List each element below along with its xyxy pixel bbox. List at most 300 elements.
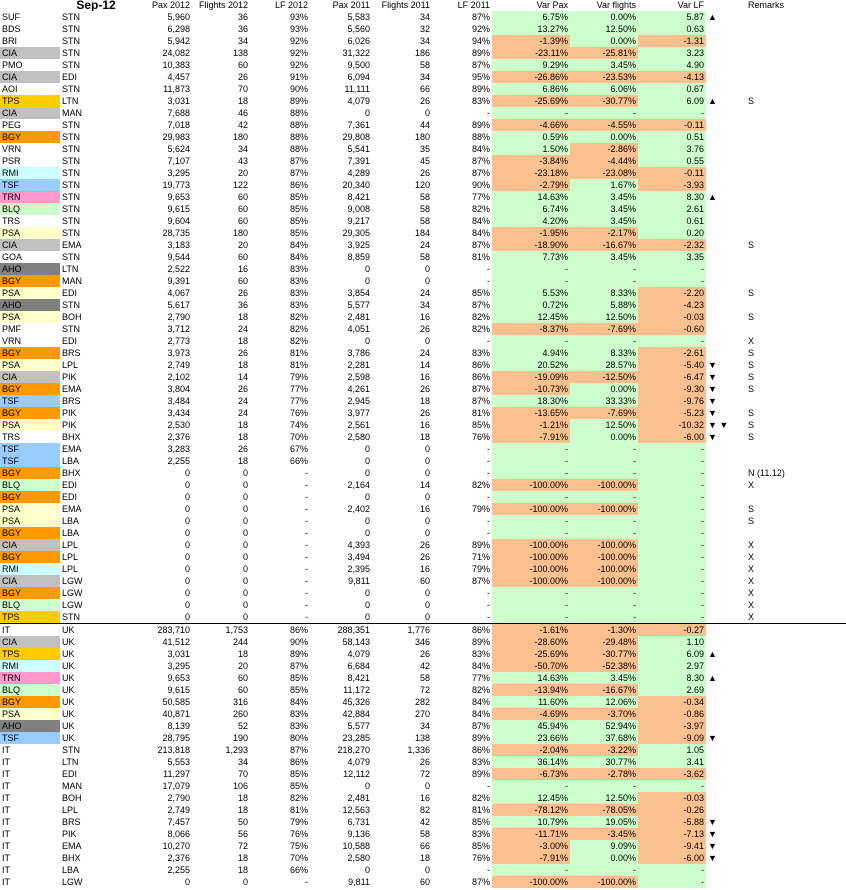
remark-cell [746, 780, 846, 792]
remark-cell: S [748, 516, 755, 526]
remark-cell [746, 744, 846, 756]
table-row [0, 684, 846, 696]
var-pax-cell: 0.72% [492, 299, 570, 311]
flights-2012-cell: 0 [242, 588, 248, 598]
var-flights-cell: 3.45% [570, 672, 638, 684]
var-flights-cell: 3.45% [570, 59, 638, 71]
trend-arrow-icon: ▼ [708, 817, 717, 827]
trend-arrow-icon: ▼ [708, 841, 717, 851]
table-row [0, 431, 846, 443]
var-pax-cell: 18.30% [492, 395, 570, 407]
flights-2012-cell: 60 [237, 252, 248, 262]
lf-2011-cell: 84% [471, 697, 490, 707]
destination-cell: PIK [62, 408, 77, 418]
pax-2012-cell: 9,544 [167, 252, 190, 262]
origin-cell: BGY [0, 587, 60, 599]
trend-arrow-icon [706, 275, 746, 287]
lf-2011-cell: - [487, 516, 490, 526]
flights-2011-cell: 66 [419, 841, 430, 851]
flights-2012-cell: 60 [237, 685, 248, 695]
var-flights-cell: -3.45% [570, 828, 638, 840]
remark-cell [746, 672, 846, 684]
flights-2011-cell: 0 [424, 781, 430, 791]
var-pax-cell: 1.50% [492, 143, 570, 155]
destination-cell: LBA [62, 865, 80, 875]
var-pax-cell: - [492, 780, 570, 792]
lf-2012-cell: 74% [289, 420, 308, 430]
trend-arrow-icon [706, 155, 746, 167]
var-lf-cell: 3.23 [638, 47, 706, 59]
lf-2011-cell: 87% [471, 12, 490, 22]
var-lf-cell: 0.51 [638, 131, 706, 143]
table-row [0, 215, 846, 227]
var-lf-cell: -3.62 [638, 768, 706, 780]
lf-2012-cell: 90% [289, 637, 308, 647]
remark-cell [746, 756, 846, 768]
pax-2012-cell: 2,790 [167, 793, 190, 803]
destination-cell: LBA [62, 528, 80, 538]
lf-2012-cell: 87% [289, 168, 308, 178]
var-flights-cell: -30.77% [570, 95, 638, 107]
trend-arrow-icon [706, 167, 746, 179]
lf-2012-cell: 88% [289, 144, 308, 154]
var-pax-cell: -100.00% [492, 503, 570, 515]
origin-cell: IT [2, 877, 10, 887]
trend-arrow-icon [706, 131, 746, 143]
header-var-pax: Var Pax [536, 0, 568, 10]
var-flights-cell: - [570, 263, 638, 275]
destination-cell: BHX [62, 468, 81, 478]
trend-arrow-icon [706, 551, 746, 563]
lf-2011-cell: - [487, 336, 490, 346]
trend-arrow-icon [706, 239, 746, 251]
destination-cell: STN [62, 60, 80, 70]
var-pax-cell: -78.12% [492, 804, 570, 816]
lf-2012-cell: 93% [289, 12, 308, 22]
pax-2011-cell: 29,305 [342, 228, 370, 238]
origin-cell: TSF [0, 455, 60, 467]
remark-cell [746, 840, 846, 852]
header-flights-2011: Flights 2011 [381, 0, 430, 10]
var-lf-cell: 3.76 [638, 143, 706, 155]
lf-2011-cell: 89% [471, 48, 490, 58]
pax-2012-cell: 9,653 [167, 673, 190, 683]
lf-2011-cell: 83% [471, 649, 490, 659]
var-flights-cell: 3.45% [570, 203, 638, 215]
flights-2012-cell: 1,753 [192, 624, 250, 637]
lf-2011-cell: 87% [471, 60, 490, 70]
lf-2011-cell: 89% [471, 733, 490, 743]
pax-2011-cell: 0 [364, 456, 370, 466]
flights-2011-cell: 24 [419, 348, 430, 358]
remark-cell: N (11.12) [748, 468, 785, 478]
header-lf-2012: LF 2012 [274, 0, 308, 10]
origin-cell: AOI [2, 84, 18, 94]
flights-2012-cell: 34 [237, 36, 248, 46]
var-pax-cell: 36.14% [492, 756, 570, 768]
lf-2012-cell: 93% [289, 24, 308, 34]
var-pax-cell: -2.04% [492, 744, 570, 756]
destination-cell: STN [62, 36, 80, 46]
pax-2012-cell: 2,376 [167, 853, 190, 863]
origin-cell: IT [2, 865, 10, 875]
lf-2012-cell: 70% [289, 432, 308, 442]
flights-2012-cell: 0 [242, 516, 248, 526]
lf-2012-cell: 81% [289, 805, 308, 815]
remark-cell: X [748, 540, 755, 550]
lf-2012-cell: 88% [289, 108, 308, 118]
pax-2012-cell: 5,617 [167, 300, 190, 310]
var-lf-cell: -1.31 [638, 35, 706, 47]
trend-arrow-icon [706, 696, 746, 708]
pax-2011-cell: 2,481 [347, 793, 370, 803]
var-lf-cell: - [638, 599, 706, 611]
origin-cell: IT [2, 781, 10, 791]
remark-cell [746, 624, 846, 637]
var-lf-cell: - [638, 443, 706, 455]
flights-2011-cell: 184 [414, 228, 430, 238]
flights-2011-cell: 24 [419, 288, 430, 298]
var-lf-cell: - [638, 611, 706, 624]
destination-cell: MAN [62, 276, 82, 286]
remark-cell: S [748, 372, 755, 382]
lf-2011-cell: 83% [471, 829, 490, 839]
var-pax-cell: - [492, 527, 570, 539]
table-row [0, 816, 846, 828]
var-pax-cell: -19.09% [492, 371, 570, 383]
lf-2011-cell: 79% [471, 564, 490, 574]
var-flights-cell: 3.45% [570, 191, 638, 203]
var-flights-cell: - [570, 587, 638, 599]
table-row [0, 335, 846, 347]
pax-2011-cell: 8,421 [347, 192, 370, 202]
lf-2012-cell: 88% [289, 120, 308, 130]
pax-2012-cell: 2,255 [167, 456, 190, 466]
table-row [0, 107, 846, 119]
lf-2011-cell: - [487, 612, 490, 622]
flights-2011-cell: 0 [424, 528, 430, 538]
origin-cell: TPS [0, 95, 60, 107]
origin-cell: PSR [2, 156, 21, 166]
var-lf-cell: - [638, 780, 706, 792]
table-row [0, 95, 846, 107]
var-flights-cell: - [570, 599, 638, 611]
flights-2011-cell: 26 [419, 96, 430, 106]
lf-2011-cell: 86% [471, 360, 490, 370]
var-flights-cell: - [570, 335, 638, 347]
table-row [0, 167, 846, 179]
lf-2012-cell: 87% [289, 745, 308, 755]
var-lf-cell: 0.67 [638, 83, 706, 95]
origin-cell: BLQ [0, 684, 60, 696]
pax-2011-cell: 9,008 [347, 204, 370, 214]
var-flights-cell: - [570, 455, 638, 467]
var-pax-cell: 6.74% [492, 203, 570, 215]
lf-2012-cell: - [305, 480, 308, 490]
flights-2012-cell: 36 [237, 24, 248, 34]
var-pax-cell: -13.65% [492, 407, 570, 419]
lf-2011-cell: 77% [471, 192, 490, 202]
destination-cell: STN [62, 84, 80, 94]
flights-2011-cell: 45 [419, 156, 430, 166]
table-row [0, 527, 846, 539]
remark-cell [746, 71, 846, 83]
pax-2012-cell: 10,383 [162, 60, 190, 70]
lf-2011-cell: 81% [471, 408, 490, 418]
pax-2011-cell: 2,561 [347, 420, 370, 430]
trend-arrow-icon [706, 804, 746, 816]
pax-2012-cell: 9,615 [167, 685, 190, 695]
table-row [0, 539, 846, 551]
flights-2011-cell: 82 [419, 805, 430, 815]
trend-arrow-icon [706, 684, 746, 696]
var-flights-cell: -100.00% [570, 551, 638, 563]
var-lf-cell: - [638, 467, 706, 479]
var-lf-cell: 8.30 [638, 191, 706, 203]
table-row [0, 227, 846, 239]
lf-2011-cell: 90% [471, 180, 490, 190]
flights-2011-cell: 18 [419, 432, 430, 442]
lf-2011-cell: 87% [471, 576, 490, 586]
lf-2012-cell: 85% [289, 192, 308, 202]
var-lf-cell: - [638, 876, 706, 888]
lf-2012-cell: 91% [289, 72, 308, 82]
flights-2011-cell: 32 [419, 24, 430, 34]
origin-cell: TSF [0, 395, 60, 407]
var-flights-cell: -30.77% [570, 648, 638, 660]
pax-2012-cell: 3,484 [167, 396, 190, 406]
table-row [0, 119, 846, 131]
trend-arrow-icon [706, 83, 746, 95]
var-lf-cell: 0.20 [638, 227, 706, 239]
lf-2012-cell: 80% [289, 733, 308, 743]
remark-cell [746, 527, 846, 539]
destination-cell: STN [62, 324, 80, 334]
destination-cell: STN [62, 228, 80, 238]
pax-2012-cell: 11,873 [163, 84, 190, 94]
remark-cell [746, 768, 846, 780]
pax-2011-cell: 5,541 [347, 144, 370, 154]
remark-cell [746, 203, 846, 215]
origin-cell: IT [2, 829, 10, 839]
destination-cell: PIK [62, 420, 77, 430]
lf-2012-cell: 82% [289, 324, 308, 334]
remark-cell: S [748, 240, 755, 250]
lf-2011-cell: 87% [471, 396, 490, 406]
flights-2011-cell: 26 [419, 649, 430, 659]
var-flights-cell: - [570, 864, 638, 876]
destination-cell: LTN [62, 96, 79, 106]
pax-2012-cell: 28,795 [162, 733, 190, 743]
lf-2011-cell: 81% [471, 252, 490, 262]
flights-2012-cell: 60 [237, 276, 248, 286]
table-row [0, 756, 846, 768]
var-pax-cell: -13.94% [492, 684, 570, 696]
destination-cell: BRS [62, 396, 81, 406]
pax-2011-cell: 2,598 [347, 372, 370, 382]
var-pax-cell: 13.27% [492, 23, 570, 35]
var-lf-cell: 6.09 [638, 648, 706, 660]
remark-cell [746, 251, 846, 263]
pax-2011-cell: 9,136 [347, 829, 370, 839]
destination-cell: LBA [62, 456, 80, 466]
origin-cell: BGY [0, 383, 60, 395]
lf-2012-cell: 85% [289, 769, 308, 779]
lf-2012-cell: 67% [289, 444, 308, 454]
lf-2011-cell: 79% [471, 504, 490, 514]
pax-2012-cell: 3,183 [167, 240, 190, 250]
remark-cell: X [748, 564, 755, 574]
var-pax-cell: -26.86% [492, 71, 570, 83]
destination-cell: BOH [62, 312, 82, 322]
var-pax-cell: -50.70% [492, 660, 570, 672]
var-lf-cell: -9.09 [638, 732, 706, 744]
pax-2012-cell: 7,018 [167, 120, 190, 130]
trend-arrow-icon [706, 587, 746, 599]
origin-cell: CIA [0, 71, 60, 83]
lf-2012-cell: 84% [289, 240, 308, 250]
pax-2011-cell: 0 [364, 108, 370, 118]
destination-cell: LGW [62, 600, 83, 610]
table-row [0, 636, 846, 648]
origin-cell: IT [0, 624, 60, 637]
var-lf-cell: 0.63 [638, 23, 706, 35]
destination-cell: STN [62, 612, 80, 622]
origin-cell: CIA [0, 239, 60, 251]
flights-2011-cell: 16 [419, 564, 430, 574]
var-flights-cell: 33.33% [570, 395, 638, 407]
pax-2011-cell: 20,340 [342, 180, 370, 190]
var-lf-cell: -0.34 [638, 696, 706, 708]
table-row [0, 563, 846, 575]
remark-cell: S [748, 360, 755, 370]
lf-2011-cell: 87% [471, 240, 490, 250]
var-flights-cell: 5.88% [570, 299, 638, 311]
trend-arrow-icon [706, 335, 746, 347]
lf-2011-cell: 95% [471, 72, 490, 82]
table-row [0, 455, 846, 467]
table-row [0, 575, 846, 587]
var-flights-cell: 1.67% [570, 179, 638, 191]
flights-2012-cell: 50 [237, 817, 248, 827]
lf-2012-cell: 66% [289, 456, 308, 466]
pax-2012-cell: 28,735 [162, 228, 190, 238]
remark-cell: X [748, 336, 755, 346]
lf-2011-cell: 94% [471, 36, 490, 46]
lf-2012-cell: 76% [289, 829, 308, 839]
remark-cell [746, 720, 846, 732]
var-pax-cell: 4.20% [492, 215, 570, 227]
var-pax-cell: -4.69% [492, 708, 570, 720]
destination-cell: UK [60, 624, 132, 637]
flights-2012-cell: 18 [237, 805, 248, 815]
var-pax-cell: - [492, 587, 570, 599]
flights-2012-cell: 316 [232, 697, 248, 707]
var-flights-cell: 12.50% [570, 311, 638, 323]
remark-cell [746, 47, 846, 59]
table-row [0, 708, 846, 720]
var-flights-cell: - [570, 107, 638, 119]
lf-2011-cell: 87% [471, 300, 490, 310]
flights-2011-cell: 180 [414, 132, 430, 142]
remark-cell [746, 131, 846, 143]
var-pax-cell: 10.79% [492, 816, 570, 828]
lf-2012-cell: 90% [289, 84, 308, 94]
flights-2012-cell: 138 [232, 48, 248, 58]
var-flights-cell: -2.17% [570, 227, 638, 239]
flights-2012-cell: 0 [242, 492, 248, 502]
remark-cell: X [748, 552, 755, 562]
origin-cell: CIA [0, 47, 60, 59]
trend-arrow-icon [706, 780, 746, 792]
pax-2011-cell: 3,786 [347, 348, 370, 358]
trend-arrow-icon: ▼ [708, 384, 717, 394]
flights-2011-cell: 42 [419, 661, 430, 671]
flights-2012-cell: 24 [237, 396, 248, 406]
flights-2012-cell: 36 [237, 12, 248, 22]
var-lf-cell: - [638, 263, 706, 275]
table-row [0, 419, 846, 431]
var-lf-cell: 2.61 [638, 203, 706, 215]
lf-2011-cell: 86% [471, 745, 490, 755]
destination-cell: LTN [62, 264, 79, 274]
table-row [0, 203, 846, 215]
flights-2012-cell: 1,293 [225, 745, 248, 755]
var-flights-cell: -23.08% [570, 167, 638, 179]
pax-2012-cell: 7,107 [167, 156, 190, 166]
var-flights-cell: 0.00% [570, 35, 638, 47]
flights-2011-cell: 26 [419, 757, 430, 767]
flights-2011-cell: 34 [419, 721, 430, 731]
pax-2012-cell: 5,960 [167, 12, 190, 22]
var-pax-cell: -25.69% [492, 95, 570, 107]
lf-2011-cell: 84% [471, 661, 490, 671]
flights-2011-cell: 0 [424, 108, 430, 118]
pax-2012-cell: 2,790 [167, 312, 190, 322]
table-row [0, 732, 846, 744]
remark-cell [746, 107, 846, 119]
var-pax-cell: -7.91% [492, 852, 570, 864]
pax-2012-cell: 3,295 [167, 661, 190, 671]
pax-2012-cell: 213,818 [157, 745, 190, 755]
var-pax-cell: -28.60% [492, 636, 570, 648]
flights-2011-cell: 18 [419, 396, 430, 406]
lf-2011-cell: - [487, 276, 490, 286]
lf-2011-cell: - [487, 865, 490, 875]
sheet-title: Sep-12 [76, 0, 116, 11]
trend-arrow-icon [706, 660, 746, 672]
var-pax-cell: -4.66% [492, 119, 570, 131]
table-row [0, 864, 846, 876]
var-lf-cell: -0.60 [638, 323, 706, 335]
destination-cell: UK [62, 733, 75, 743]
table-row [0, 624, 846, 637]
remark-cell [746, 455, 846, 467]
flights-2012-cell: 60 [237, 192, 248, 202]
table-row [0, 672, 846, 684]
var-lf-cell: 2.69 [638, 684, 706, 696]
trend-arrow-icon [706, 215, 746, 227]
lf-2011-cell: 84% [471, 144, 490, 154]
table-row [0, 47, 846, 59]
origin-cell: PEG [2, 120, 22, 130]
remark-cell [746, 684, 846, 696]
pax-2012-cell: 5,553 [167, 757, 190, 767]
var-lf-cell: 5.87 [638, 11, 706, 23]
lf-2012-cell: 87% [289, 156, 308, 166]
lf-2012-cell: 92% [289, 60, 308, 70]
origin-cell: TRS [2, 216, 20, 226]
